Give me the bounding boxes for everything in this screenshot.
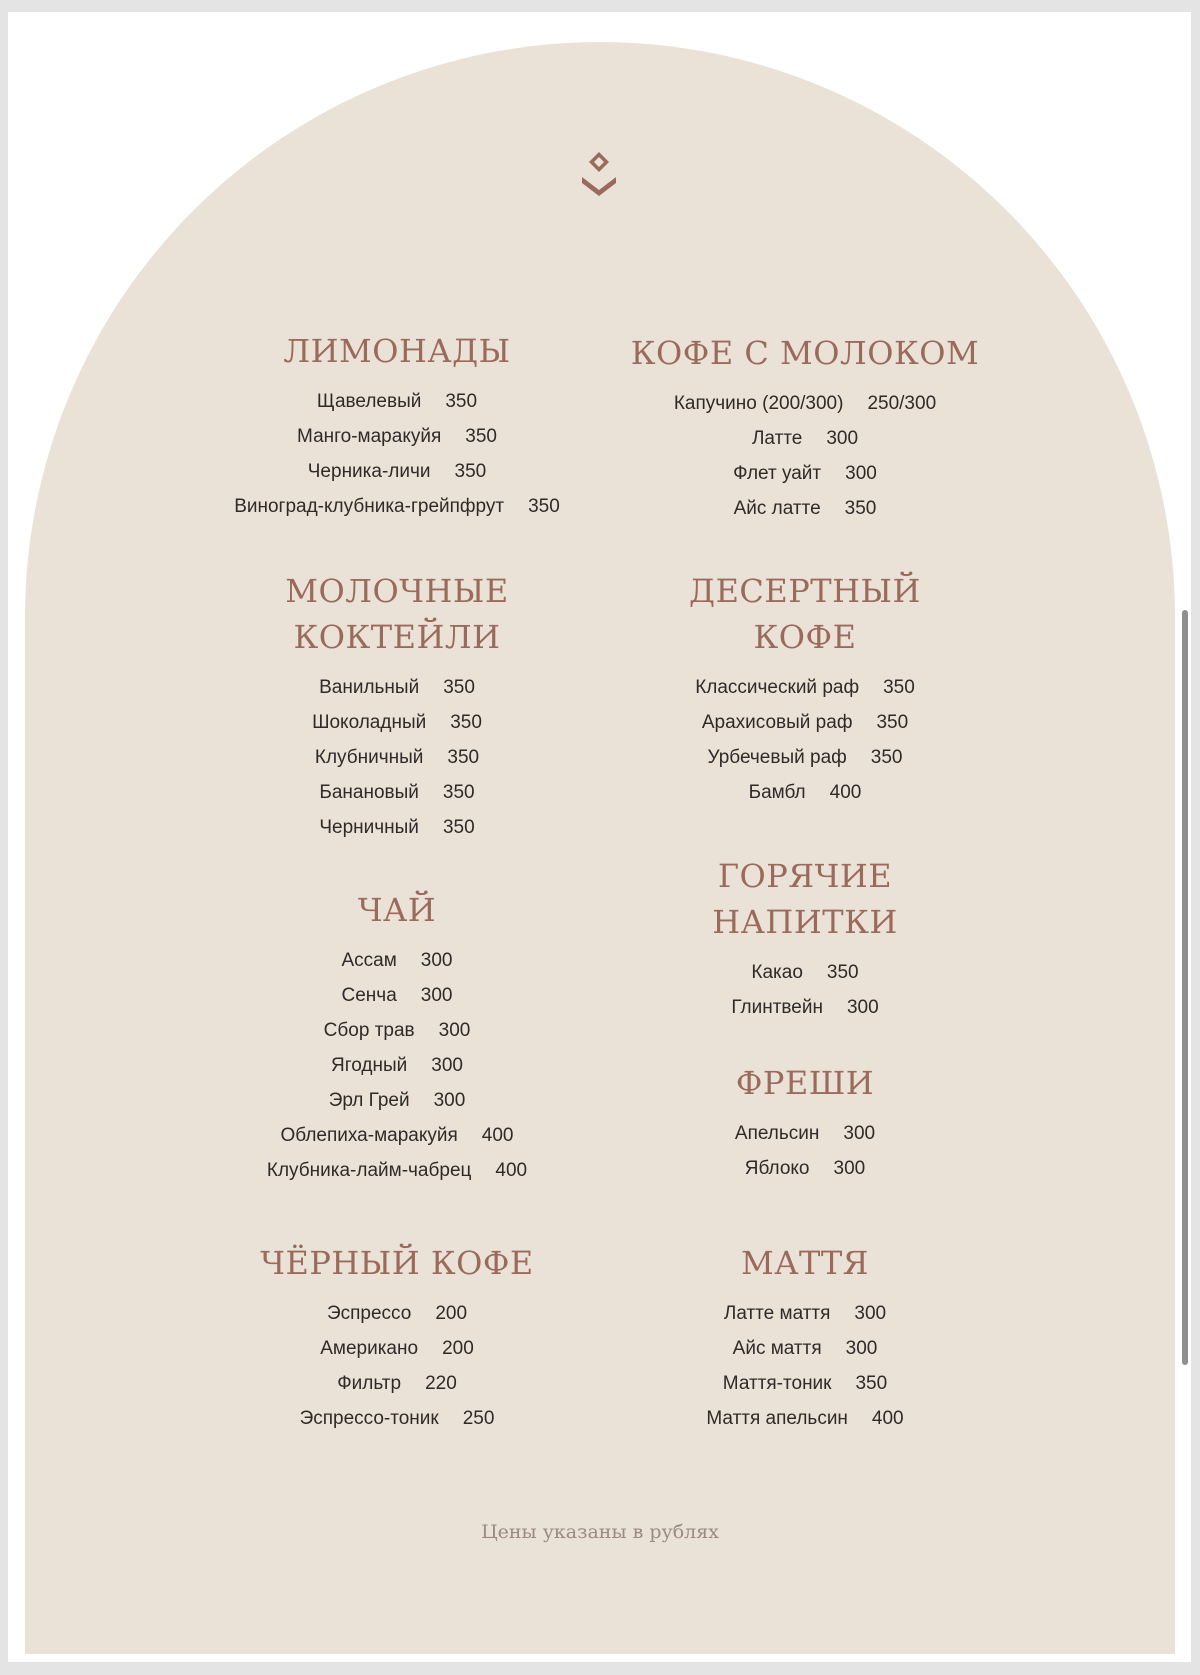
menu-item (555, 1296, 1055, 1331)
menu-item (555, 491, 1055, 526)
item-price: 300 (420, 950, 453, 971)
section-title: ЧАЙ (357, 891, 437, 929)
menu-list (555, 386, 1055, 526)
item-name: Черника-личи (307, 461, 431, 482)
menu-item (555, 421, 1055, 456)
item-price: 200 (435, 1303, 468, 1324)
item-name: Классический раф (695, 677, 860, 698)
item-name: Шоколадный (312, 712, 427, 733)
item-name: Эспрессо (326, 1303, 412, 1324)
item-price: 300 (846, 997, 879, 1018)
item-price: 350 (450, 712, 482, 733)
item-name: Ягодный (331, 1055, 408, 1076)
item-price: 400 (481, 1125, 514, 1146)
item-price: 300 (826, 428, 859, 449)
item-price: 350 (454, 461, 487, 482)
item-price: 300 (845, 463, 877, 484)
menu-list (555, 1116, 1055, 1186)
menu-list (555, 1296, 1055, 1436)
item-price: 350 (876, 712, 909, 733)
menu-item (555, 1331, 1055, 1366)
section-title (555, 853, 1055, 945)
item-price: 350 (442, 817, 475, 838)
item-name: Виноград-клубника-грейпфрут (234, 496, 505, 517)
item-name: Клубничный (314, 747, 424, 768)
item-name: Щавелевый (316, 391, 422, 412)
menu-item (555, 670, 1055, 705)
item-name: Бамбл (748, 782, 806, 803)
section-title-line: МОЛОЧНЫЕ (285, 572, 509, 610)
item-name: Фильтр (337, 1373, 402, 1394)
item-name: Айс маття (732, 1338, 822, 1359)
item-name: Ванильный (319, 677, 420, 698)
item-name: Латте (751, 428, 803, 449)
item-name: Латте маття (723, 1303, 831, 1324)
item-price: 300 (438, 1020, 471, 1041)
item-name: Эспрессо-тоник (299, 1408, 439, 1429)
menu-item (555, 775, 1055, 810)
item-name: Урбечевый раф (707, 747, 847, 768)
section-hot-drinks (555, 853, 1055, 1025)
section-title: МАТТЯ (740, 1244, 870, 1282)
menu-item (555, 1151, 1055, 1186)
item-price: 200 (442, 1338, 474, 1359)
item-name: Капучино (200/300) (673, 393, 844, 414)
item-name: Флет уайт (733, 463, 822, 484)
item-price: 350 (844, 498, 877, 519)
item-name: Черничный (319, 817, 419, 838)
section-milk-coffee (555, 330, 1055, 526)
section-title: ЧЁРНЫЙ КОФЕ (260, 1244, 534, 1282)
item-name: Яблоко (744, 1158, 810, 1179)
item-name: Маття-тоник (722, 1373, 832, 1394)
item-name: Ассам (341, 950, 397, 971)
menu-list (555, 955, 1055, 1025)
item-price: 300 (433, 1090, 466, 1111)
menu-list (555, 670, 1055, 810)
menu-item (555, 705, 1055, 740)
section-title-line: ГОРЯЧИЕ (717, 857, 893, 895)
item-name: Арахисовый раф (701, 712, 853, 733)
section-fresh (555, 1060, 1055, 1186)
item-price: 220 (425, 1373, 457, 1394)
item-price: 350 (443, 677, 475, 698)
item-name: Облепиха-маракуйя (280, 1125, 458, 1146)
price-note: Цены указаны в рублях (481, 1521, 719, 1543)
item-name: Айс латте (733, 498, 821, 519)
section-title-line: ДЕСЕРТНЫЙ (689, 572, 921, 610)
section-title-line: НАПИТКИ (712, 903, 898, 941)
section-title: ФРЕШИ (735, 1064, 875, 1102)
menu-item (555, 456, 1055, 491)
section-dessert-coffee (555, 568, 1055, 810)
item-price: 350 (826, 962, 859, 983)
item-name: Американо (320, 1338, 419, 1359)
item-price: 350 (442, 782, 475, 803)
section-title: КОФЕ С МОЛОКОМ (630, 334, 980, 372)
menu-item (555, 1116, 1055, 1151)
menu-item (555, 740, 1055, 775)
item-price: 400 (495, 1160, 528, 1181)
item-price: 250/300 (867, 393, 937, 414)
item-name: Банановый (319, 782, 419, 803)
item-name: Клубника-лайм-чабрец (266, 1160, 472, 1181)
item-price: 300 (431, 1055, 463, 1076)
item-name: Маття апельсин (706, 1408, 848, 1429)
item-price: 300 (854, 1303, 887, 1324)
section-title (555, 568, 1055, 660)
item-price: 300 (833, 1158, 866, 1179)
menu-item (555, 1401, 1055, 1436)
item-price: 300 (420, 985, 453, 1006)
section-title-line: КОКТЕЙЛИ (293, 618, 501, 656)
item-price: 400 (829, 782, 862, 803)
item-price: 350 (870, 747, 903, 768)
item-name: Эрл Грей (328, 1090, 410, 1111)
menu-item (147, 810, 647, 845)
section-title: ЛИМОНАДЫ (283, 332, 511, 370)
section-title-line: КОФЕ (753, 618, 857, 656)
item-name: Манго-маракуйя (297, 426, 442, 447)
item-name: Сенча (341, 985, 397, 1006)
menu-item (555, 386, 1055, 421)
menu-item (555, 990, 1055, 1025)
item-price: 250 (462, 1408, 495, 1429)
item-price: 350 (445, 391, 478, 412)
item-price: 350 (883, 677, 915, 698)
item-name: Глинтвейн (731, 997, 823, 1018)
menu-item (555, 1366, 1055, 1401)
diamond-chevron-icon (579, 150, 619, 202)
menu-item (555, 955, 1055, 990)
item-price: 350 (465, 426, 497, 447)
item-name: Апельсин (734, 1123, 820, 1144)
scrollbar[interactable] (1182, 610, 1188, 1365)
item-name: Сбор трав (323, 1020, 415, 1041)
section-matcha (555, 1240, 1055, 1436)
item-price: 300 (843, 1123, 876, 1144)
item-price: 350 (528, 496, 560, 517)
item-price: 300 (845, 1338, 878, 1359)
item-price: 350 (447, 747, 480, 768)
item-price: 400 (871, 1408, 904, 1429)
item-name: Какао (751, 962, 803, 983)
item-price: 350 (855, 1373, 888, 1394)
